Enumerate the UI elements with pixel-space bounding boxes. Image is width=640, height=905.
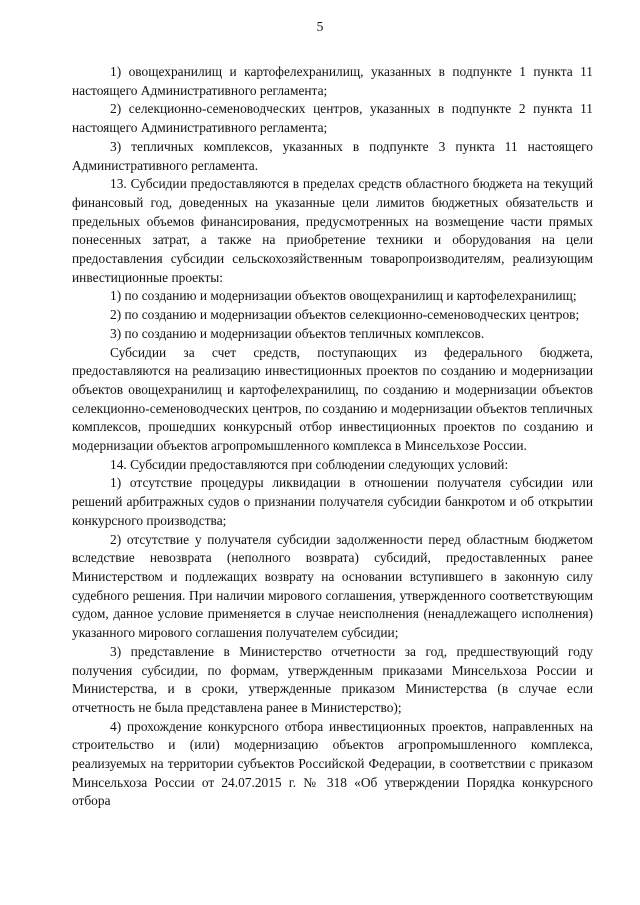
paragraph-13-item-1: 1) по созданию и модернизации объектов овощехранилищ и картофелехранилищ; xyxy=(110,288,577,304)
document-body xyxy=(72,63,593,811)
paragraph-14: 14. Субсидии предоставляются при соблюдении следующих условий: xyxy=(110,456,509,472)
paragraph-14-item-2: 2) отсутствие у получателя субсидии задолженности перед областным бюджетом вследствие невозврата (неполного возврата) субсидий, предоставленных ранее Министерством и подлежащих возврату на основании вступившего в законную силу судебного решения. При наличии мирового соглашения, утвержденного соответствующим судом, данное условие применяется в случае неисполнения (ненадлежащего исполнения) указанного мирового соглашения получателем субсидии; xyxy=(72,531,593,641)
paragraph-14-item-4: 4) прохождение конкурсного отбора инвестиционных проектов, направленных на строительство и (или) модернизацию объектов агропромышленного комплекса, реализуемых на территории субъектов Российской Федерации, в соответствии с приказом Минсельхоза России от 24.07.2015 г. № 318 «Об утверждении Порядка конкурсного отбора xyxy=(72,718,593,809)
paragraph-13-item-3: 3) по созданию и модернизации объектов тепличных комплексов. xyxy=(110,325,485,341)
paragraph-federal-subsidies: Субсидии за счет средств, поступающих из федерального бюджета, предоставляются на реализацию инвестиционных проектов по созданию и модернизации объектов овощехранилищ и картофелехранилищ, по созданию и модернизации объектов селекционно-семеноводческих центров, по созданию и модернизации объектов тепличных комплексов, прошедших конкурсный отбор инвестиционных проектов по созданию и модернизации объектов агропромышленного комплекса в Минсельхозе России. xyxy=(72,344,593,454)
paragraph-item-2: 2) селекционно-семеноводческих центров, указанных в подпункте 2 пункта 11 настоящего Административного регламента; xyxy=(72,101,593,136)
paragraph-14-item-1: 1) отсутствие процедуры ликвидации в отношении получателя субсидии или решений арбитражных судов о признании получателя субсидии банкротом и об открытии конкурсного производства; xyxy=(72,475,593,528)
paragraph-item-3: 3) тепличных комплексов, указанных в подпункте 3 пункта 11 настоящего Административного регламента. xyxy=(72,138,593,173)
paragraph-13: 13. Субсидии предоставляются в пределах средств областного бюджета на текущий финансовый год, доведенных на указанные цели лимитов бюджетных обязательств и предельных объемов финансирования, предусмотренных на возмещение части прямых понесенных затрат, а также на приобретение техники и оборудования на цели предоставления субсидии сельскохозяйственным товаропроизводителям, реализующим инвестиционные проекты: xyxy=(72,176,593,285)
paragraph-14-item-3: 3) представление в Министерство отчетности за год, предшествующий году получения субсидии, по формам, утвержденным приказами Минсельхоза России и Министерства, и в сроки, утвержденные приказом Министерства (в случае если отчетность не была представлена ранее в Министерство); xyxy=(72,643,593,715)
page-number: 5 xyxy=(316,19,324,34)
paragraph-13-item-2: 2) по созданию и модернизации объектов селекционно-семеноводческих центров; xyxy=(110,307,580,323)
paragraph-item-1: 1) овощехранилищ и картофелехранилищ, указанных в подпункте 1 пункта 11 настоящего Административного регламента; xyxy=(72,64,593,98)
